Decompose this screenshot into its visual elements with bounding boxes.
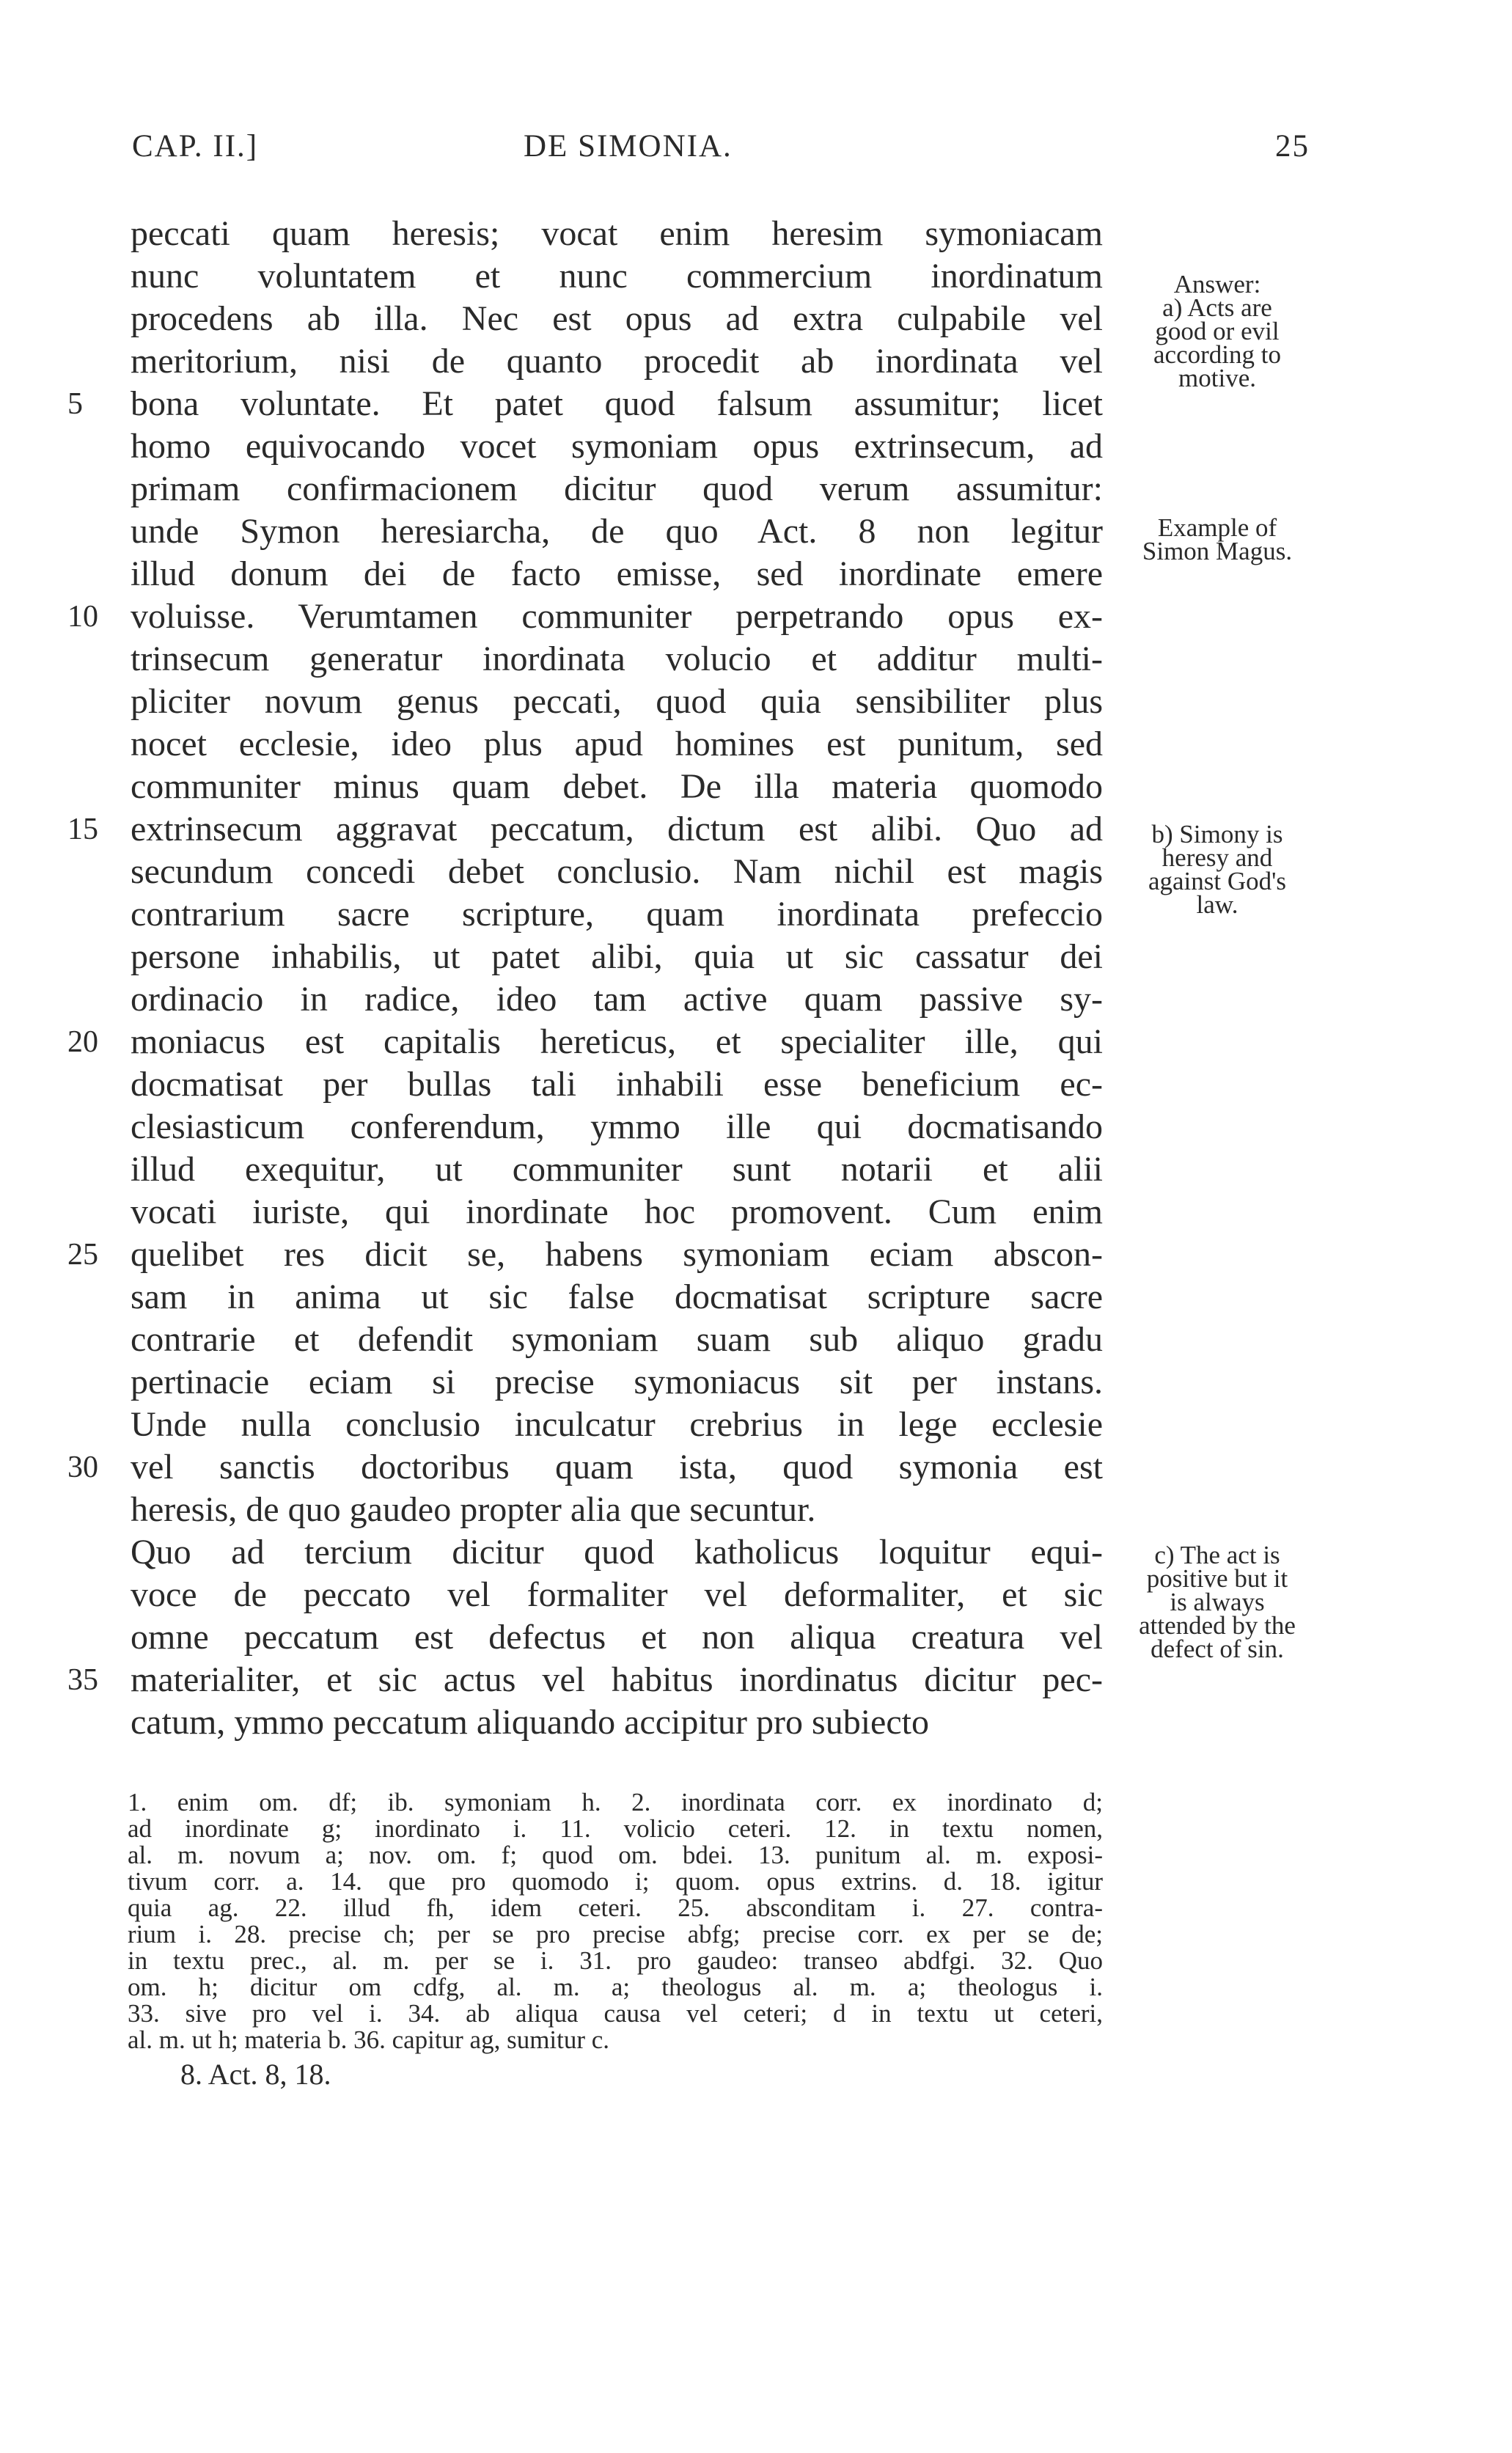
text-line <box>131 1191 1103 1233</box>
line-text: Unde nulla conclusio inculcatur crebrius in lege ecclesie <box>131 1405 1103 1444</box>
margin-note-line: a) Acts are <box>1162 293 1272 322</box>
line-text: voluisse. Verumtamen communiter perpetrando opus ex- <box>131 597 1103 636</box>
text-line <box>131 1106 1103 1148</box>
line-text: bona voluntate. Et patet quod falsum assumitur; licet <box>131 384 1103 423</box>
text-line <box>131 1489 1103 1531</box>
text-line <box>131 851 1103 893</box>
text-line <box>131 1531 1103 1574</box>
line-text: unde Symon heresiarcha, de quo Act. 8 non legitur <box>131 512 1103 551</box>
line-text: communiter minus quam debet. De illa materia quomodo <box>131 767 1103 806</box>
text-line <box>131 1574 1103 1616</box>
line-text: extrinsecum aggravat peccatum, dictum est alibi. Quo ad <box>131 810 1103 848</box>
text-line <box>67 1446 1103 1489</box>
line-text: nocet ecclesie, ideo plus apud homines est punitum, sed <box>131 725 1103 763</box>
text-line <box>131 1276 1103 1319</box>
line-text: peccati quam heresis; vocat enim heresim symoniacam <box>131 214 1103 253</box>
page-number: 25 <box>1275 129 1310 164</box>
text-line <box>131 1616 1103 1659</box>
text-line <box>131 1148 1103 1191</box>
margin-note-line: defect of sin. <box>1150 1635 1284 1663</box>
text-line <box>131 681 1103 723</box>
margin-note-line: c) The act is <box>1154 1541 1280 1569</box>
margin-note-line: Example of <box>1157 513 1277 542</box>
margin-note <box>1107 820 1327 919</box>
text-line <box>67 383 1103 425</box>
footnote-line: om. h; dicitur om cdfg, al. m. a; theologus al. m. a; theologus i. <box>128 1973 1103 2001</box>
line-text: illud donum dei de facto emisse, sed inordinate emere <box>131 554 1103 593</box>
text-line <box>131 255 1103 298</box>
line-text: materialiter, et sic actus vel habitus inordinatus dicitur pec- <box>131 1660 1103 1699</box>
line-number: 35 <box>67 1663 98 1697</box>
line-number: 10 <box>67 600 98 634</box>
text-line <box>131 723 1103 766</box>
footnote-line: al. m. ut h; materia b. 36. capitur ag, sumitur c. <box>128 2025 610 2054</box>
text-line <box>67 1021 1103 1063</box>
line-text: contrarium sacre scripture, quam inordinata prefeccio <box>131 895 1103 934</box>
margin-note-line: motive. <box>1178 364 1256 392</box>
text-line <box>131 893 1103 936</box>
line-text: voce de peccato vel formaliter vel deformaliter, et sic <box>131 1575 1103 1614</box>
line-text: clesiasticum conferendum, ymmo ille qui docmatisando <box>131 1107 1103 1146</box>
footnote-line: al. m. novum a; nov. om. f; quod om. bdei. 13. punitum al. m. exposi- <box>128 1841 1103 1869</box>
margin-note <box>1107 1541 1327 1663</box>
line-text: nunc voluntatem et nunc commercium inordinatum <box>131 257 1103 296</box>
text-line <box>67 595 1103 638</box>
main-text-block <box>67 213 1103 1744</box>
footnote-line: quia ag. 22. illud fh, idem ceteri. 25. absconditam i. 27. contra- <box>128 1893 1103 1922</box>
footnote-line: in textu prec., al. m. per se i. 31. pro gaudeo: transeo abdfgi. 32. Quo <box>128 1946 1103 1975</box>
line-text: illud exequitur, ut communiter sunt notarii et alii <box>131 1150 1103 1189</box>
margin-note-line: positive but it <box>1146 1564 1288 1593</box>
text-line <box>131 340 1103 383</box>
line-text: heresis, de quo gaudeo propter alia que secuntur. <box>131 1490 816 1529</box>
line-text: Quo ad tercium dicitur quod katholicus loquitur equi- <box>131 1533 1103 1572</box>
text-line <box>131 1361 1103 1404</box>
text-line <box>67 1659 1103 1701</box>
margin-note-line: law. <box>1196 890 1238 919</box>
line-text: vel sanctis doctoribus quam ista, quod symonia est <box>131 1448 1103 1486</box>
text-line <box>131 1063 1103 1106</box>
line-number: 30 <box>67 1451 98 1484</box>
text-line <box>131 298 1103 340</box>
footnote-line: tivum corr. a. 14. que pro quomodo i; quom. opus extrins. d. 18. igitur <box>128 1867 1103 1896</box>
margin-note-line: Answer: <box>1173 270 1261 298</box>
text-line <box>131 1404 1103 1446</box>
line-number: 20 <box>67 1025 98 1059</box>
text-line <box>131 936 1103 978</box>
footnote-line: 33. sive pro vel i. 34. ab aliqua causa vel ceteri; d in textu ut ceteri, <box>128 1999 1103 2028</box>
line-text: pertinacie eciam si precise symoniacus sit per instans. <box>131 1363 1103 1401</box>
margin-note-line: is always <box>1170 1588 1265 1616</box>
margin-note-line: heresy and <box>1161 843 1273 872</box>
text-line <box>131 213 1103 255</box>
text-line <box>67 1233 1103 1276</box>
text-line <box>67 808 1103 851</box>
text-line <box>131 1701 1103 1744</box>
line-number: 25 <box>67 1238 98 1272</box>
chapter-label: CAP. II.] <box>132 129 259 164</box>
margin-note-line: against God's <box>1148 867 1287 895</box>
margin-note-line: Simon Magus. <box>1142 537 1293 565</box>
line-text: meritorium, nisi de quanto procedit ab inordinata vel <box>131 342 1103 381</box>
text-line <box>131 468 1103 510</box>
line-text: persone inhabilis, ut patet alibi, quia ut sic cassatur dei <box>131 937 1103 976</box>
margin-note-line: b) Simony is <box>1151 820 1283 848</box>
footnote-line: ad inordinate g; inordinato i. 11. volicio ceteri. 12. in textu nomen, <box>128 1814 1103 1843</box>
running-title: DE SIMONIA. <box>524 129 733 164</box>
line-text: moniacus est capitalis hereticus, et specialiter ille, qui <box>131 1022 1103 1061</box>
line-text: sam in anima ut sic false docmatisat scripture sacre <box>131 1277 1103 1316</box>
text-line <box>131 766 1103 808</box>
footnote-line: rium i. 28. precise ch; per se pro precise abfg; precise corr. ex per se de; <box>128 1920 1103 1948</box>
margin-note-line: according to <box>1153 340 1281 369</box>
margin-note <box>1107 513 1327 565</box>
line-text: vocati iuriste, qui inordinate hoc promovent. Cum enim <box>131 1192 1103 1231</box>
text-line <box>131 553 1103 595</box>
line-text: procedens ab illa. Nec est opus ad extra culpabile vel <box>131 299 1103 338</box>
footnote-line: 1. enim om. df; ib. symoniam h. 2. inordinata corr. ex inordinato d; <box>128 1788 1103 1816</box>
running-head <box>0 128 1512 172</box>
line-text: pliciter novum genus peccati, quod quia sensibiliter plus <box>131 682 1103 721</box>
line-number: 5 <box>67 387 83 421</box>
line-text: trinsecum generatur inordinata volucio et additur multi- <box>131 639 1103 678</box>
line-text: contrarie et defendit symoniam suam sub aliquo gradu <box>131 1320 1103 1359</box>
margin-note <box>1107 270 1327 392</box>
line-text: quelibet res dicit se, habens symoniam eciam abscon- <box>131 1235 1103 1274</box>
text-line <box>131 425 1103 468</box>
line-text: homo equivocando vocet symoniam opus extrinsecum, ad <box>131 427 1103 466</box>
text-line <box>131 978 1103 1021</box>
margin-note-line: attended by the <box>1139 1611 1296 1640</box>
source-reference: 8. Act. 8, 18. <box>180 2058 331 2091</box>
text-line <box>131 510 1103 553</box>
text-line <box>131 638 1103 681</box>
line-text: omne peccatum est defectus et non aliqua creatura vel <box>131 1618 1103 1657</box>
line-text: catum, ymmo peccatum aliquando accipitur pro subiecto <box>131 1703 929 1742</box>
line-text: primam confirmacionem dicitur quod verum assumitur: <box>131 469 1103 508</box>
line-text: ordinacio in radice, ideo tam active quam passive sy- <box>131 980 1103 1019</box>
line-number: 15 <box>67 813 98 846</box>
margin-note-line: good or evil <box>1155 317 1280 345</box>
text-line <box>131 1319 1103 1361</box>
critical-apparatus <box>128 1789 1103 2053</box>
line-text: secundum concedi debet conclusio. Nam nichil est magis <box>131 852 1103 891</box>
line-text: docmatisat per bullas tali inhabili esse beneficium ec- <box>131 1065 1103 1104</box>
